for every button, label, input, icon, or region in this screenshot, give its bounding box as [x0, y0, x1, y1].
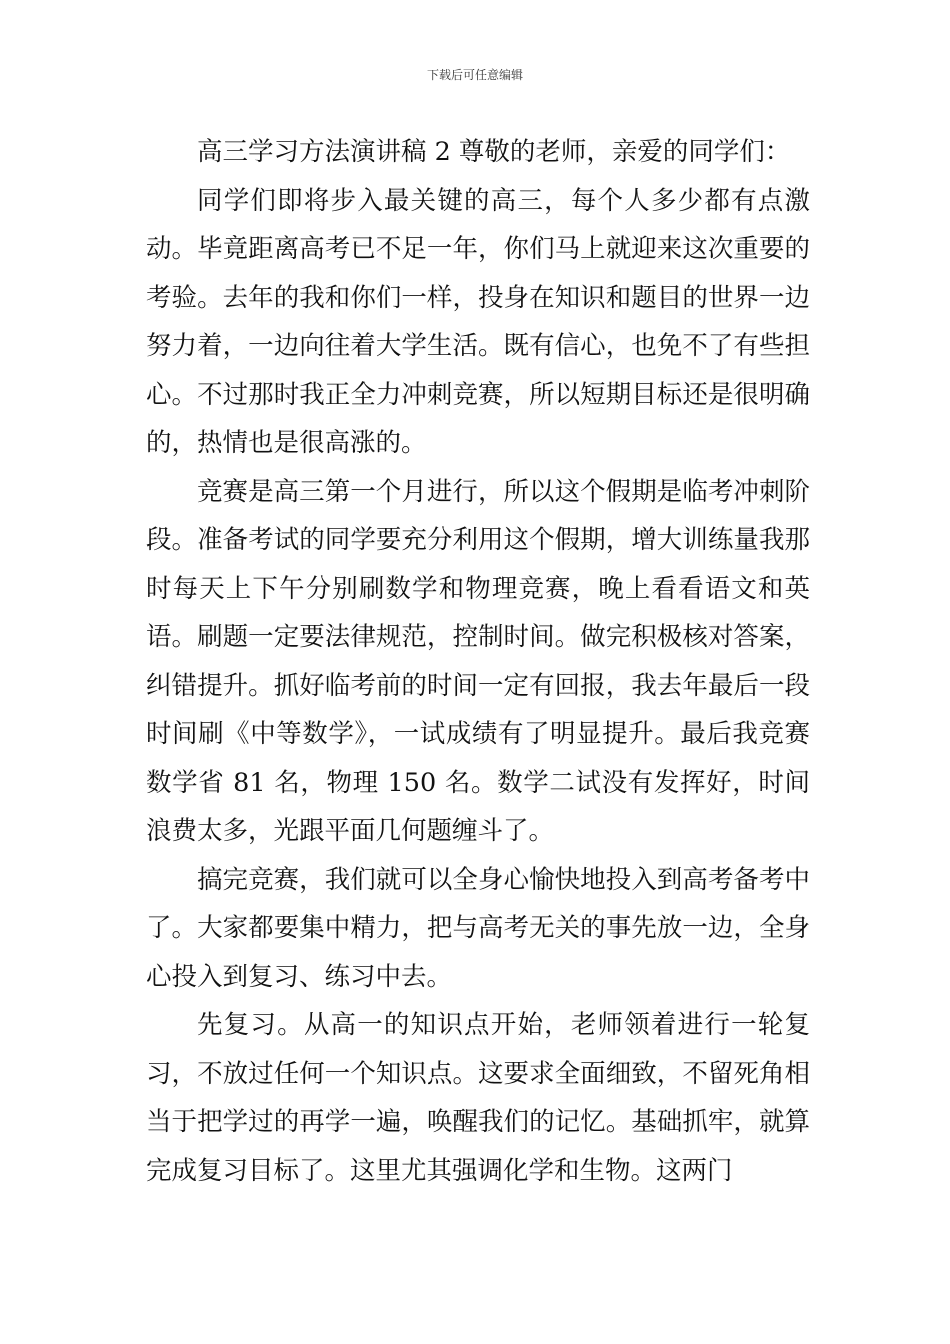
paragraph-title-greeting: 高三学习方法演讲稿 2 尊敬的老师，亲爱的同学们：: [197, 137, 791, 167]
paragraph-intro: 同学们即将步入最关键的高三，每个人多少都有点激动。毕竟距离高考已不足一年，你们马上就迎来这次重要的考验。去年的我和你们一样，投身在知识和题目的世界一边努力着，一边向往着大学生活。既有信心，也免不了有些担心。不过那时我正全力冲刺竞赛，所以短期目标还是很明确的，热情也是很高涨的。: [146, 185, 810, 458]
header-note: 下载后可任意编辑: [426, 68, 523, 82]
document-body: [146, 128, 810, 1195]
paragraph-after-competition: 搞完竞赛，我们就可以全身心愉快地投入到高考备考中了。大家都要集中精力，把与高考无关的事先放一边，全身心投入到复习、练习中去。: [146, 864, 810, 992]
paragraph-competition: 竞赛是高三第一个月进行，所以这个假期是临考冲刺阶段。准备考试的同学要充分利用这个假期，增大训练量我那时每天上下午分别刷数学和物理竞赛，晚上看看语文和英语。刷题一定要法律规范，控制时间。做完积极核对答案，纠错提升。抓好临考前的时间一定有回报，我去年最后一段时间刷《中等数学》，一试成绩有了明显提升。最后我竞赛数学省 81 名，物理 150 名。数学二试没有发挥好，时间浪费太多，光跟平面几何题缠斗了。: [146, 476, 810, 846]
paragraph-review: 先复习。从高一的知识点开始，老师领着进行一轮复习，不放过任何一个知识点。这要求全面细致，不留死角相当于把学过的再学一遍，唤醒我们的记忆。基础抓牢，就算完成复习目标了。这里尤其强调化学和生物。这两门: [146, 1010, 810, 1186]
